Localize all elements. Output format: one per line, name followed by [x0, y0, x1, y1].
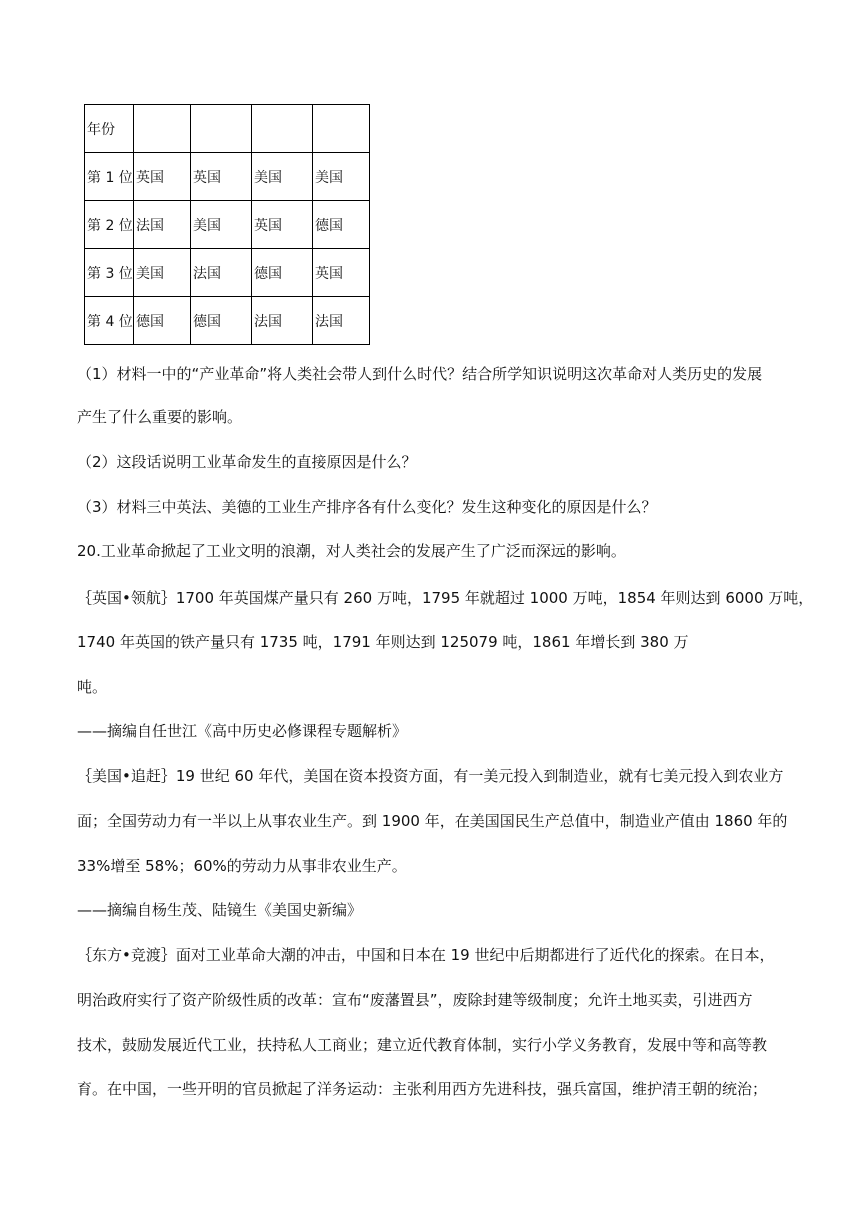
- table-cell: 美国: [313, 153, 370, 201]
- question-1-line-2: 产生了什么重要的影响。: [77, 408, 243, 426]
- table-cell: 德国: [191, 297, 252, 345]
- table-cell: 英国: [252, 201, 313, 249]
- table-cell: 德国: [313, 201, 370, 249]
- material-east-line-3: 技术，鼓励发展近代工业，扶持私人工商业；建立近代教育体制，实行小学义务教育，发展中等和高等教: [77, 1036, 768, 1054]
- question-3: （3）材料三中英法、美德的工业生产排序各有什么变化？发生这种变化的原因是什么？: [77, 498, 657, 516]
- table-cell: 法国: [134, 201, 191, 249]
- table-cell: [313, 105, 370, 153]
- source-citation: ——摘编自杨生茂、陆镜生《美国史新编》: [77, 901, 363, 919]
- material-uk-line-2: 1740 年英国的铁产量只有 1735 吨，1791 年则达到 125079 吨，1861 年增长到 380 万: [77, 633, 689, 651]
- table-cell: 年份: [85, 105, 134, 153]
- table-header-row: [85, 105, 370, 153]
- material-us-line-1: ｛美国•追赶｝19 世纪 60 年代，美国在资本投资方面，有一美元投入到制造业，就有七美元投入到农业方: [77, 767, 784, 785]
- material-us-line-2: 面；全国劳动力有一半以上从事农业生产。到 1900 年，在美国国民生产总值中，制造业产值由 1860 年的: [77, 812, 788, 830]
- material-east-line-4: 育。在中国，一些开明的官员掀起了洋务运动：主张利用西方先进科技，强兵富国，维护清王朝的统治；: [77, 1080, 768, 1098]
- material-uk-line-1: ｛英国•领航｝1700 年英国煤产量只有 260 万吨，1795 年就超过 1000 万吨，1854 年则达到 6000 万吨，: [77, 589, 814, 607]
- table-row: [85, 201, 370, 249]
- table-cell: [252, 105, 313, 153]
- table-cell: 第 1 位: [85, 153, 134, 201]
- table-cell: 英国: [134, 153, 191, 201]
- table-cell: 法国: [313, 297, 370, 345]
- table-cell: [134, 105, 191, 153]
- material-uk-line-3: 吨。: [77, 678, 108, 696]
- table-cell: 第 4 位: [85, 297, 134, 345]
- table-cell: [191, 105, 252, 153]
- material-east-line-2: 明治政府实行了资产阶级性质的改革：宣布“废藩置县”，废除封建等级制度；允许土地买卖，引进西方: [77, 991, 753, 1009]
- table-row: [85, 249, 370, 297]
- table-cell: 第 3 位: [85, 249, 134, 297]
- table-cell: 英国: [191, 153, 252, 201]
- material-us-line-3: 33%增至 58%；60%的劳动力从事非农业生产。: [77, 857, 407, 875]
- table-cell: 美国: [252, 153, 313, 201]
- table-cell: 法国: [252, 297, 313, 345]
- table-row: [85, 153, 370, 201]
- material-east-line-1: ｛东方•竞渡｝面对工业革命大潮的冲击，中国和日本在 19 世纪中后期都进行了近代化的探索。在日本，: [77, 946, 775, 964]
- table-cell: 法国: [191, 249, 252, 297]
- table-cell: 美国: [134, 249, 191, 297]
- question-1-line-1: （1）材料一中的“产业革命”将人类社会带人到什么时代？结合所学知识说明这次革命对人类历史的发展: [77, 365, 763, 383]
- table-row: [85, 297, 370, 345]
- table-cell: 德国: [252, 249, 313, 297]
- table-cell: 英国: [313, 249, 370, 297]
- question-2: （2）这段话说明工业革命发生的直接原因是什么？: [77, 453, 417, 471]
- source-citation: ——摘编自任世江《高中历史必修课程专题解析》: [77, 722, 408, 740]
- table-cell: 德国: [134, 297, 191, 345]
- ranking-table: [84, 104, 370, 345]
- table-cell: 美国: [191, 201, 252, 249]
- table-cell: 第 2 位: [85, 201, 134, 249]
- question-20-heading: 20.工业革命掀起了工业文明的浪潮，对人类社会的发展产生了广泛而深远的影响。: [77, 542, 626, 560]
